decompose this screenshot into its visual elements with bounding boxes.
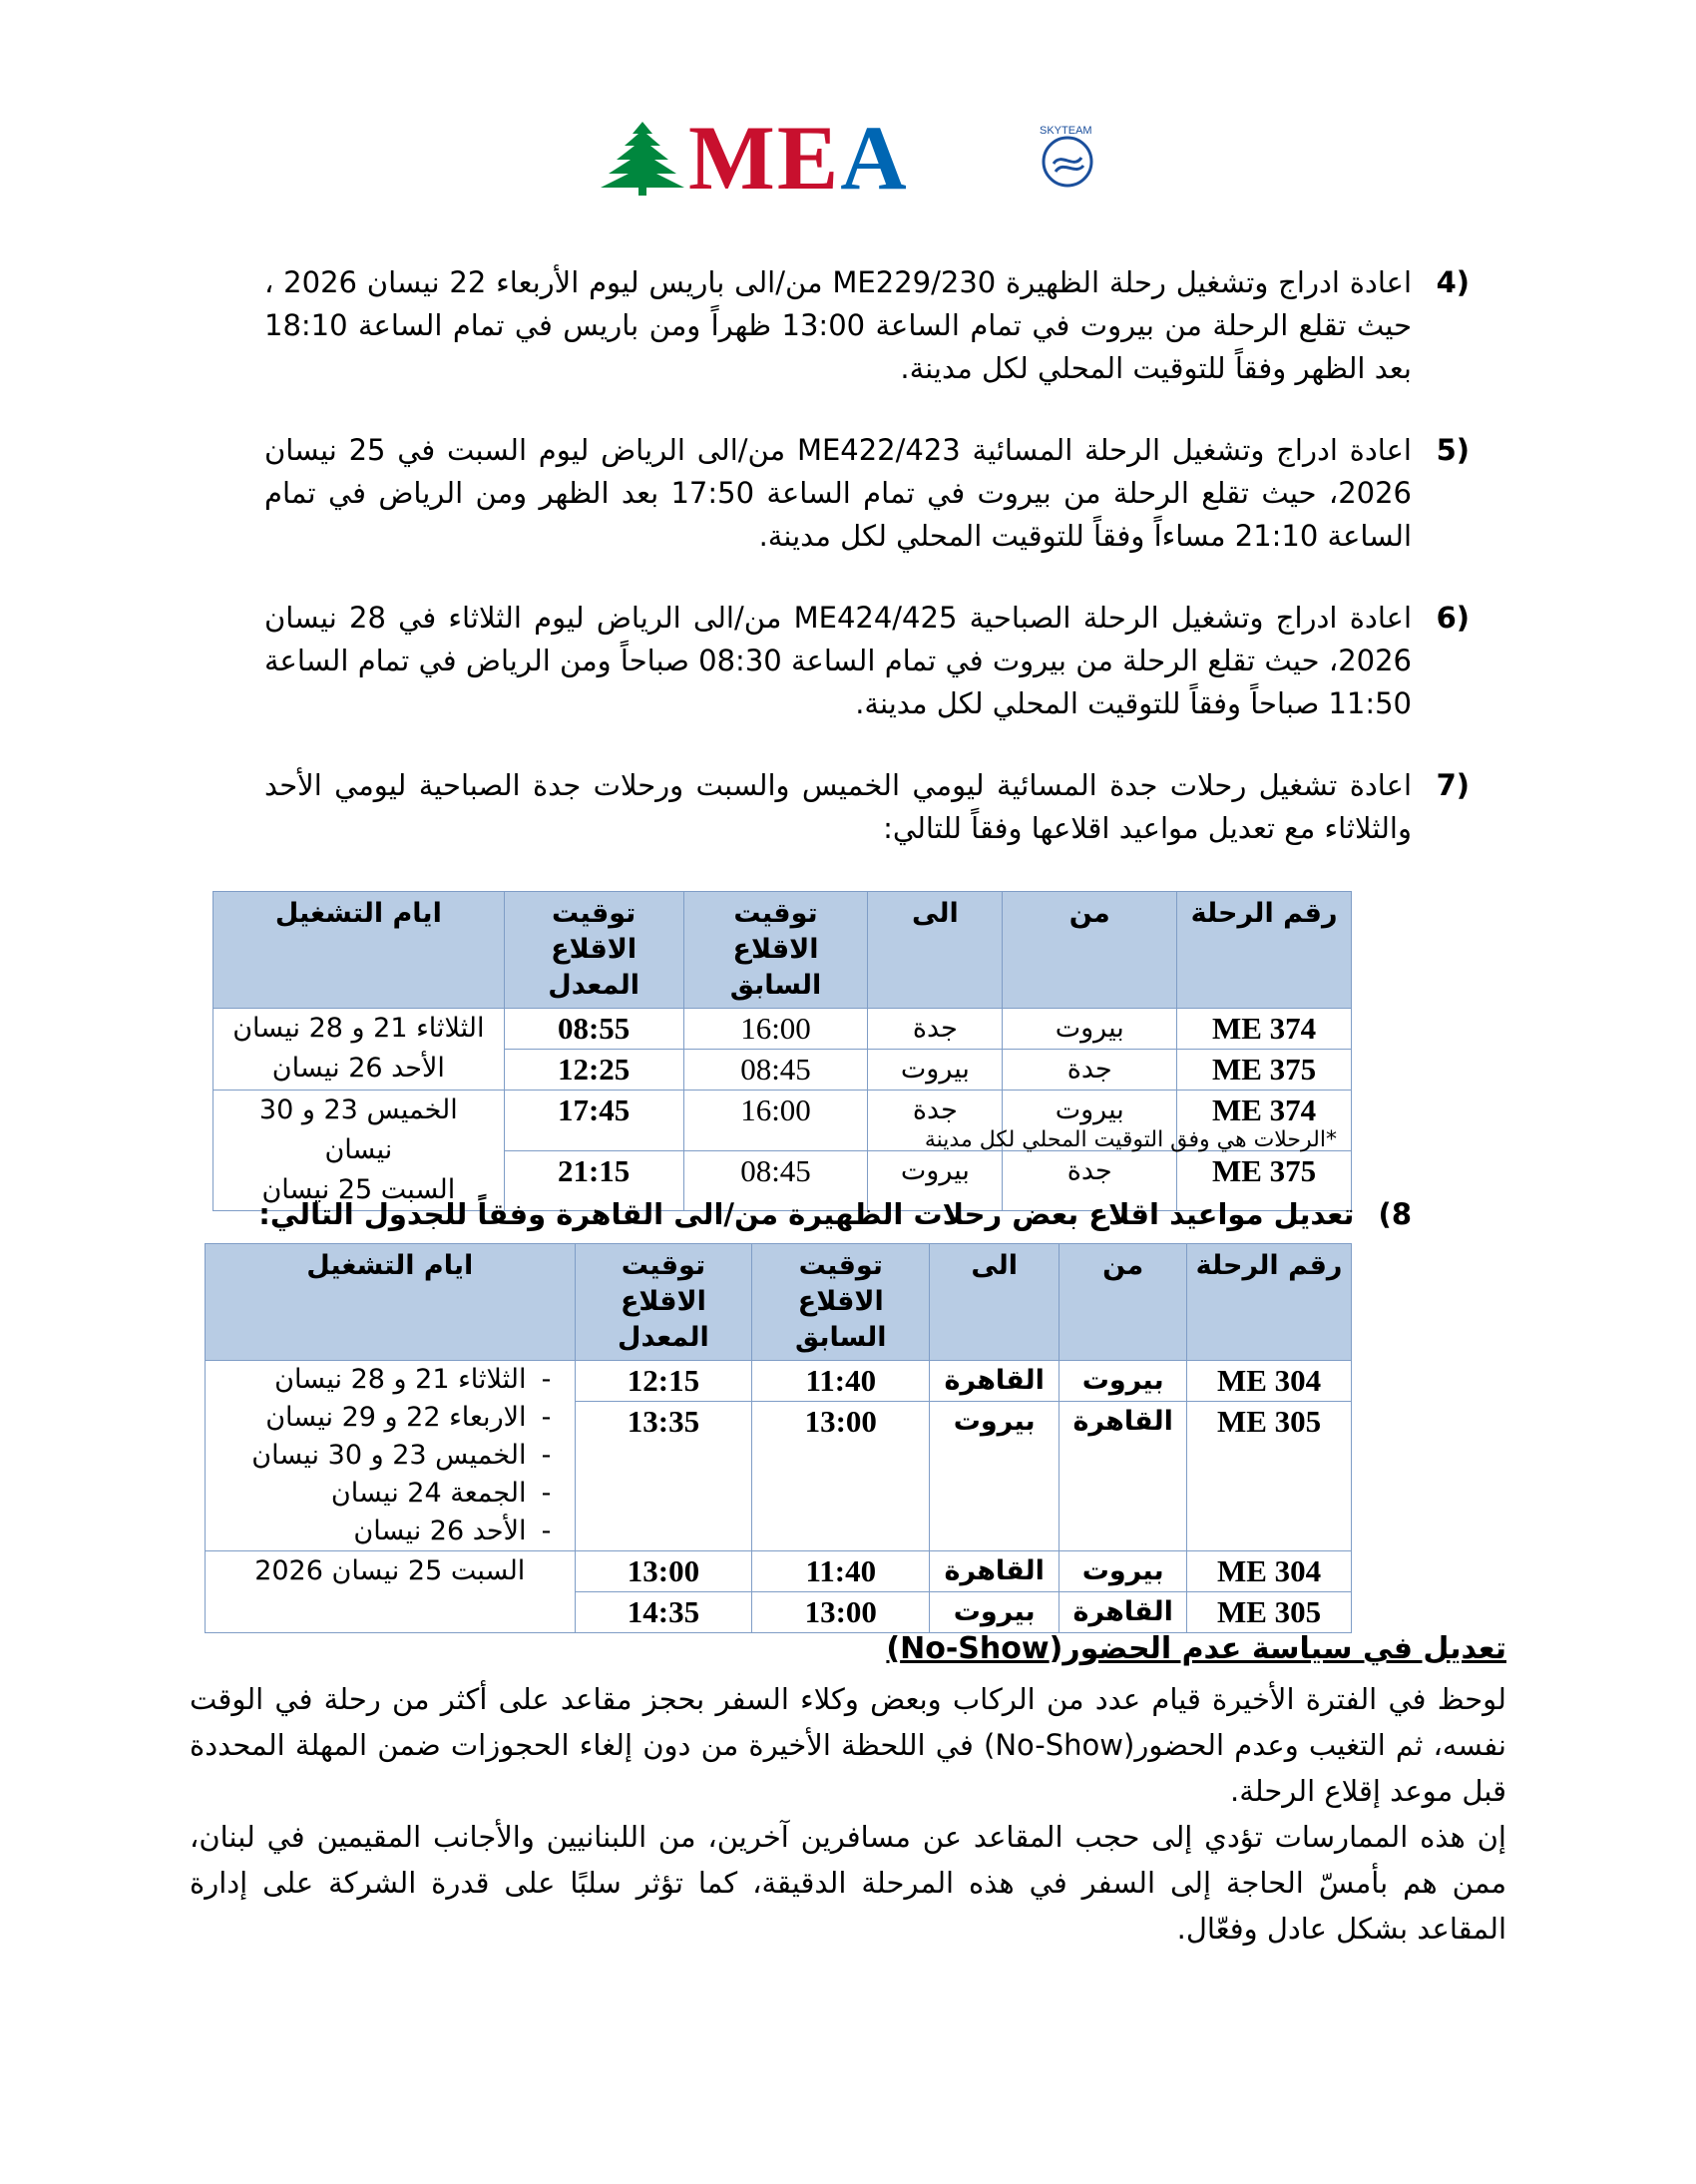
list-item (213, 1437, 567, 1475)
day-line: السبت 25 نيسان 2026 (254, 1555, 526, 1586)
from-city: بيروت (1060, 1361, 1187, 1402)
jeddah-schedule-table (212, 891, 1352, 1211)
col-header: رقم الرحلة (1187, 1244, 1352, 1361)
to-city: جدة (868, 1091, 1003, 1151)
table-header-row (213, 892, 1352, 1009)
table-row (213, 1009, 1352, 1050)
to-city: بيروت (930, 1402, 1060, 1551)
item-number: 6) (1436, 601, 1470, 635)
day-line: السبت 25 نيسان (261, 1174, 456, 1205)
from-city: القاهرة (1060, 1592, 1187, 1633)
day-line: الخميس 23 و 30 نيسان (251, 1440, 527, 1471)
flight-number: ME 304 (1187, 1361, 1352, 1402)
cedar-tree-icon (599, 120, 686, 198)
flight-number: ME 375 (1177, 1150, 1352, 1211)
item-text: اعادة تشغيل رحلات جدة المسائية ليومي الخميس والسبت ورحلات جدة الصباحية ليومي الأحد والثلاثاء مع تعديل مواعيد اقلاعها وفقاً للتالي: (264, 768, 1412, 845)
list-item (213, 1513, 567, 1550)
to-city: جدة (868, 1009, 1003, 1050)
dash-marker: - (541, 1478, 552, 1509)
day-line: الخميس 23 و 30 نيسان (258, 1094, 458, 1165)
to-city: بيروت (868, 1150, 1003, 1211)
col-header: من (1060, 1244, 1187, 1361)
new-time: 17:45 (504, 1091, 683, 1151)
days-list (213, 1361, 567, 1550)
skyteam-icon (1028, 118, 1107, 198)
dash-marker: - (541, 1516, 552, 1546)
old-time: 08:45 (683, 1150, 868, 1211)
col-header: توقيت الاقلاع السابق (752, 1244, 930, 1361)
item-text: اعادة ادراج وتشغيل رحلة الظهيرة ME229/230 من/الى باريس ليوم الأربعاء 22 نيسان 2026 ، حيث تقلع الرحلة من بيروت في تمام الساعة 13:00 ظهراً ومن باريس في تمام الساعة 18:10 بعد الظهر وفقاً للتوقيت المحلي لكل مدينة. (264, 265, 1413, 385)
col-header: من (1003, 892, 1177, 1009)
table-row (206, 1551, 1352, 1592)
flight-number: ME 374 (1177, 1009, 1352, 1050)
old-time: 11:40 (752, 1551, 930, 1592)
new-time: 12:15 (575, 1361, 752, 1402)
col-header: الى (930, 1244, 1060, 1361)
operating-days (206, 1551, 576, 1633)
item-5 (264, 429, 1470, 558)
flight-number: ME 375 (1177, 1050, 1352, 1091)
item-text: اعادة ادراج وتشغيل الرحلة الصباحية ME424/425 من/الى الرياض ليوم الثلاثاء في 28 نيسان 2026، حيث تقلع الرحلة من بيروت في تمام الساعة 08:30 صباحاً ومن الرياض في تمام الساعة 11:50 صباحاً وفقاً للتوقيت المحلي لكل مدينة. (264, 601, 1413, 720)
flight-number: ME 305 (1187, 1402, 1352, 1551)
day-line: الاربعاء 22 و 29 نيسان (265, 1402, 527, 1433)
new-time: 08:55 (504, 1009, 683, 1050)
from-city: القاهرة (1060, 1402, 1187, 1551)
col-header: توقيت الاقلاع المعدل (504, 892, 683, 1009)
item-text: تعديل مواعيد اقلاع بعض رحلات الظهيرة من/الى القاهرة وفقاً للجدول التالي: (258, 1197, 1355, 1231)
item-6 (264, 597, 1470, 725)
list-item (213, 1361, 567, 1399)
from-city: بيروت (1003, 1091, 1177, 1151)
new-time: 13:35 (575, 1402, 752, 1551)
day-line: الأحد 26 نيسان (271, 1053, 445, 1084)
from-city: بيروت (1060, 1551, 1187, 1592)
dash-marker: - (541, 1440, 552, 1471)
day-line: الأحد 26 نيسان (353, 1516, 527, 1546)
to-city: القاهرة (930, 1361, 1060, 1402)
to-city: القاهرة (930, 1551, 1060, 1592)
table-footnote: *الرحلات هي وفق التوقيت المحلي لكل مدينة (924, 1127, 1337, 1152)
item-number: 7) (1436, 768, 1470, 802)
new-time: 21:15 (504, 1150, 683, 1211)
col-header: الى (868, 892, 1003, 1009)
to-city: بيروت (930, 1592, 1060, 1633)
col-header: ايام التشغيل (213, 892, 505, 1009)
dash-marker: - (541, 1402, 552, 1433)
old-time: 11:40 (752, 1361, 930, 1402)
from-city: جدة (1003, 1050, 1177, 1091)
noshow-paragraph: إن هذه الممارسات تؤدي إلى حجب المقاعد عن مسافرين آخرين، من اللبنانيين والأجانب المقيمين في لبنان، ممن هم بأمسّ الحاجة إلى السفر في هذه المرحلة الدقيقة، كما تؤثر سلبًا على قدرة الشركة على إدارة المقاعد بشكل عادل وفعّال. (190, 1820, 1506, 1946)
item-4 (264, 261, 1470, 390)
item-number: 8) (1378, 1197, 1412, 1231)
day-line: الثلاثاء 21 و 28 نيسان (232, 1013, 485, 1044)
old-time: 13:00 (752, 1592, 930, 1633)
table-header-row (206, 1244, 1352, 1361)
old-time: 13:00 (752, 1402, 930, 1551)
col-header: رقم الرحلة (1177, 892, 1352, 1009)
new-time: 14:35 (575, 1592, 752, 1633)
old-time: 16:00 (683, 1091, 868, 1151)
list-item (213, 1475, 567, 1513)
noshow-paragraph: لوحظ في الفترة الأخيرة قيام عدد من الركاب وبعض وكلاء السفر بحجز مقاعد على أكثر من رحلة في الوقت نفسه، ثم التغيب وعدم الحضور(No-Show) في اللحظة الأخيرة من دون إلغاء الحجوزات ضمن المهلة المحددة قبل موعد إقلاع الرحلة. (190, 1682, 1506, 1808)
list-item (213, 1399, 567, 1437)
item-8-heading (258, 1197, 1412, 1231)
to-city: بيروت (868, 1050, 1003, 1091)
item-text: اعادة ادراج وتشغيل الرحلة المسائية ME422/423 من/الى الرياض ليوم السبت في 25 نيسان 2026، حيث تقلع الرحلة من بيروت في تمام الساعة 17:50 بعد الظهر ومن الرياض في تمام الساعة 21:10 مساءاً وفقاً للتوقيت المحلي لكل مدينة. (264, 433, 1412, 553)
operating-days (213, 1009, 505, 1091)
old-time: 08:45 (683, 1050, 868, 1091)
flight-number: ME 374 (1177, 1091, 1352, 1151)
day-line: الثلاثاء 21 و 28 نيسان (274, 1364, 527, 1395)
flight-number: ME 305 (1187, 1592, 1352, 1633)
day-line: الجمعة 24 نيسان (330, 1478, 527, 1509)
noshow-section-body (190, 1676, 1506, 1952)
col-header: توقيت الاقلاع المعدل (575, 1244, 752, 1361)
operating-days (206, 1361, 576, 1551)
cairo-schedule-table (205, 1243, 1352, 1633)
item-number: 5) (1436, 433, 1470, 467)
flight-number: ME 304 (1187, 1551, 1352, 1592)
dash-marker: - (541, 1364, 552, 1395)
item-number: 4) (1436, 265, 1470, 299)
old-time: 16:00 (683, 1009, 868, 1050)
noshow-section-title: تعديل في سياسة عدم الحضور(No-Show) (886, 1631, 1506, 1666)
operating-days (213, 1091, 505, 1211)
from-city: جدة (1003, 1150, 1177, 1211)
svg-text:SKYTEAM: SKYTEAM (1040, 125, 1092, 137)
item-7 (264, 764, 1470, 850)
mea-wordmark: MEA (688, 107, 909, 209)
col-header: ايام التشغيل (206, 1244, 576, 1361)
new-time: 12:25 (504, 1050, 683, 1091)
new-time: 13:00 (575, 1551, 752, 1592)
from-city: بيروت (1003, 1009, 1177, 1050)
col-header: توقيت الاقلاع السابق (683, 892, 868, 1009)
mea-logo (599, 107, 1107, 209)
table-row (206, 1361, 1352, 1402)
